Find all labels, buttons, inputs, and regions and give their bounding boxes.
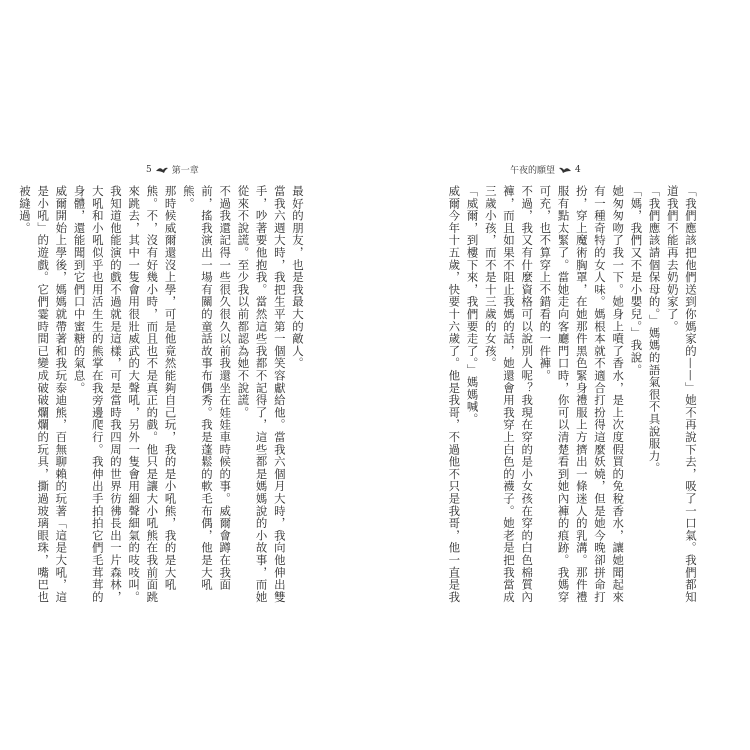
paragraph: 「媽，我們又不是小嬰兒。」我說。 [629,185,644,377]
left-page-header [146,163,199,176]
bird-ornament-icon [559,166,571,173]
paragraph: 「我們應該請個保母的。」媽媽的語氣很不具說服力。 [647,185,662,475]
paragraph: 不過，我又有什麼資格可以說別人呢？我現在穿的是小女孩在穿的白色棉質內褲，而且如果不阻止我媽的話，她還會用我穿上白色的襪子。她老是把我當成三歲小孩，而不是十三歲的女孩。 [483,185,535,604]
right-running-title: 午夜的願望 [510,166,556,176]
paragraph: 那時候威爾還沒上學，可是他竟然能夠自己玩，我的是小吼熊，我的是大吼熊。不，沒有好幾小時，而且也不是真正的戲。他只是讓大小吼熊在我前面跳來跳去，其中一隻會用很壯威武的大聲吼，另外一隻會用細聲細氣的吱吱叫。我知道他能演的戲不過就是這樣，可是當時我四周的世界彷彿長出一片森林，大吼和小吼似乎也用活生生的熊掌在我旁邊爬行。我伸出手拍拍它們毛茸茸的身體，還能聞到它們口中蜜糖的氣息。 [72,185,178,604]
paragraph: 「威爾，到樓下來，我們要走了。」媽媽喊。 [465,185,480,426]
right-page-body [400,185,700,605]
paragraph: 不過我還記得一些很久很久以前我還坐在娃娃車時候的事。威爾會蹲在我面前，搖我演出一場有關的童話故事布偶秀。我是蓬鬆的軟毛布偶，他是大吼熊。 [181,185,233,591]
paragraph: 威爾今年十五歲，快要十六歲了。他是我哥，不過他不只是我哥，他一直是我 [447,185,462,604]
paragraph: 她匆匆吻了我一下。她身上噴了香水，是上次度假買的免稅香水，讓她聞起來有一種奇特的女人味。媽根本就不適合打扮得這麼妖嬈，但是她今晚卻拼命打扮，穿上魔術胸罩，在她那件黑色緊身禮服上方擠出一條迷人的乳溝。那件禮服有點太緊了。當她走向客廳門口時，你可以清楚看到她內褲的痕跡。我媽穿可充，也不算穿上不錯看的一件褲。 [538,185,626,604]
paragraph: 當我六週大時，我把生平第一個笑容獻給他。當我六個月大時，我向他伸出雙手，吵著要他抱我。當然這些我都不記得了，這些都是媽媽說的小故事，而她從來不說謊。至少我以前都認為她不說謊。 [236,185,287,604]
paragraph: 威爾開始上學後，媽媽就帶著和我玩泰迪熊，百無聊賴的玩著「這是大吼，這是小吼」的遊戲。它們霎時間已變成破破爛爛的玩具，撕過玻璃眼珠，嘴巴也被縫過。 [17,185,69,604]
left-page-number: 5 [146,164,152,175]
bird-ornament-icon [156,166,168,173]
paragraph: 「我們應該把他們送到你媽家的——」她不再說下去，吸了一口氣。我們都知道我們不能再去奶奶家了。 [665,185,698,604]
right-page-number: 4 [575,164,581,175]
paragraph: 最好的朋友，也是我最大的敵人。 [291,185,305,370]
right-page-header [510,163,581,176]
left-running-title: 第一章 [171,166,199,176]
left-page-body [7,185,307,605]
